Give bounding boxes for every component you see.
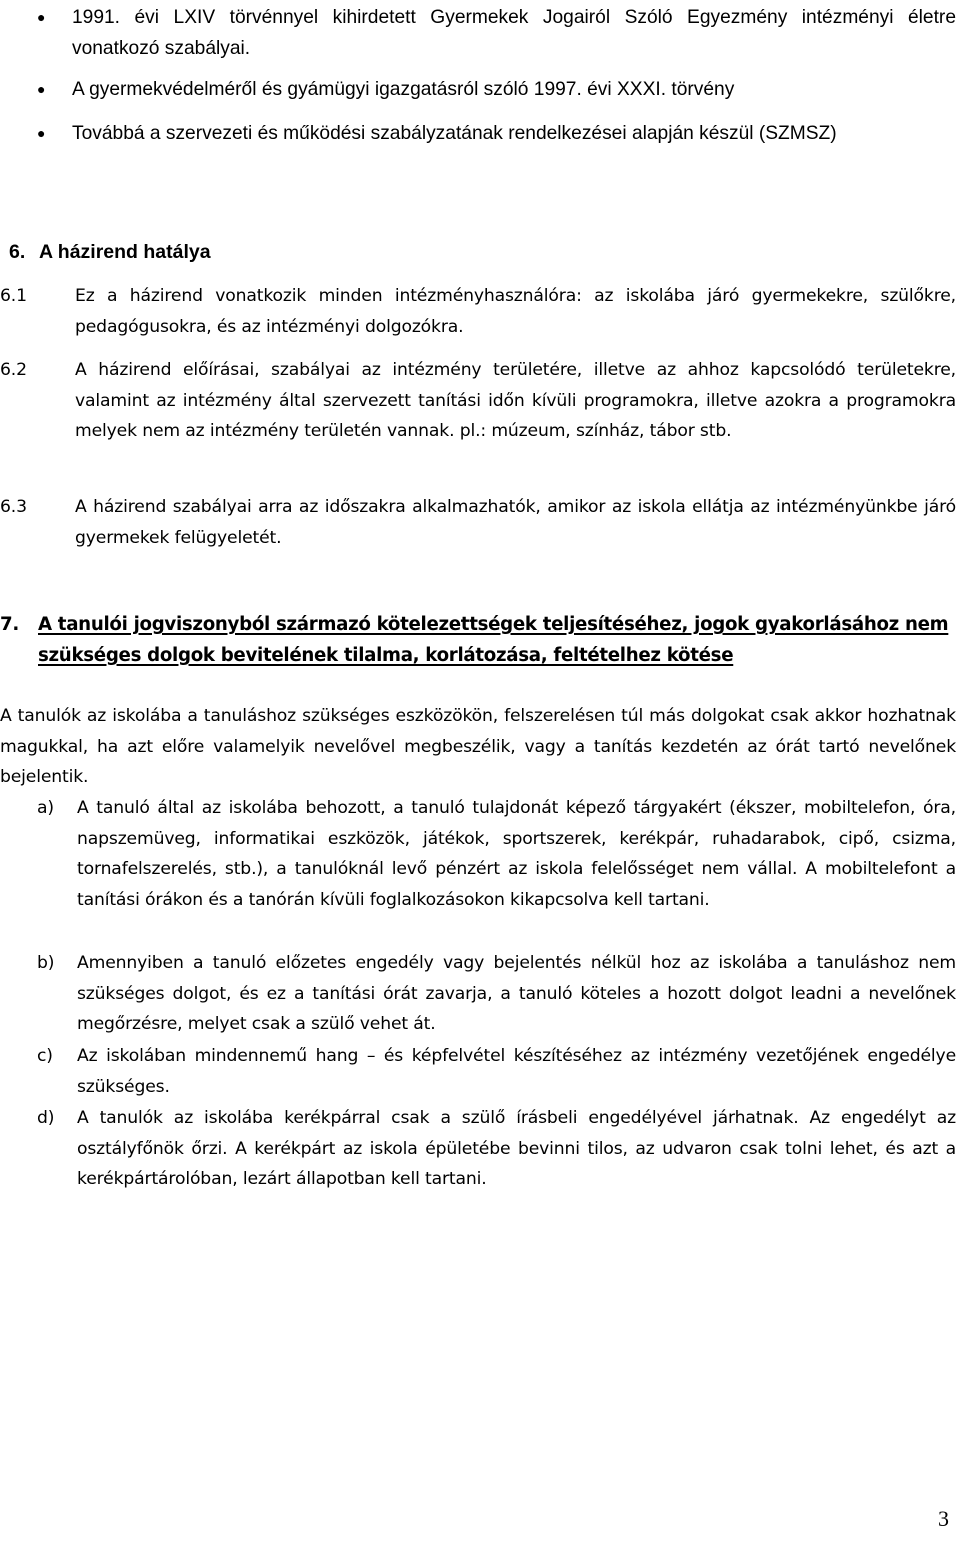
item-label: b) [37, 953, 55, 973]
item-text: Amennyiben a tanuló előzetes engedély vagy bejelentés nélkül hoz az iskolába a tanuláshoz nem szükséges dolgot, és ez a tanítási órát zavarja, a tanuló köteles a hozott dolgot leadni a nevelőnek megőrzésre, melyet csak a szülő vehet át. [77, 953, 956, 1034]
subsection-text: A házirend szabályai arra az időszakra alkalmazhatók, amikor az iskola ellátja az intézményünkbe járó gyermekek felügyeletét. [75, 497, 956, 548]
list-item: Továbbá a szervezeti és működési szabályzatának rendelkezései alapján készül (SZMSZ) [72, 123, 837, 144]
item-text: A tanuló által az iskolába behozott, a tanuló tulajdonát képező tárgyakért (ékszer, mobiltelefon, óra, napszemüveg, informatikai eszközök, játékok, sportszerek, kerékpár, ruhadarabok, cipő, csizma, tornafelszerelés, stb.), a tanulóknál levő pénzért az iskola felelősséget nem vállal. A mobiltelefont a tanítási órákon és a tanórán kívüli foglalkozásokon kikapcsolva kell tartani. [77, 798, 956, 910]
item-text: Az iskolában mindennemű hang – és képfelvétel készítéséhez az intézmény vezetőjének engedélye szükséges. [77, 1046, 956, 1097]
list-item: 1991. évi LXIV törvénnyel kihirdetett Gyermekek Jogairól Szóló Egyezmény intézményi életre vonatkozó szabályai. [72, 7, 956, 59]
page-number: 3 [938, 1506, 949, 1531]
bullet-icon: ● [37, 9, 46, 25]
section-6-heading [9, 237, 211, 267]
subsection-number: 6.2 [0, 360, 27, 380]
subsection-text: A házirend előírásai, szabályai az intézmény területére, illetve az ahhoz kapcsolódó területekre, valamint az intézmény által szervezett tanítási időn kívüli programokra, illetve azokra a programokra melyek nem az intézmény területén vannak. pl.: múzeum, színház, tábor stb. [75, 360, 956, 441]
bullet-icon: ● [37, 81, 46, 97]
section-7-intro: A tanulók az iskolába a tanuláshoz szükséges eszközökön, felszerelésen túl más dolgokat csak akkor hozhatnak magukkal, ha azt előre valamelyik nevelővel megbeszélik, vagy a tanítás kezdetén az órát tartó nevelőnek bejelentik. [0, 706, 956, 787]
item-label: a) [37, 798, 54, 818]
subsection-text: Ez a házirend vonatkozik minden intézményhasználóra: az iskolába járó gyermekekre, szülőkre, pedagógusokra, és az intézményi dolgozókra. [75, 286, 956, 337]
section-number: 7. [0, 614, 19, 635]
item-label: d) [37, 1108, 55, 1128]
section-title: A tanulói jogviszonyból származó kötelezettségek teljesítéséhez, jogok gyakorlásához nem szükséges dolgok bevitelének tilalma, korlátozása, feltételhez kötése [38, 614, 949, 666]
subsection-number: 6.1 [0, 286, 27, 306]
subsection-number: 6.3 [0, 497, 27, 517]
list-item: A gyermekvédelméről és gyámügyi igazgatásról szóló 1997. évi XXXI. törvény [72, 79, 735, 100]
section-number: 6. [9, 241, 26, 263]
bullet-icon: ● [37, 125, 46, 141]
item-text: A tanulók az iskolába kerékpárral csak a szülő írásbeli engedélyével járhatnak. Az engedélyt az osztályfőnök őrzi. A kerékpárt az iskola épületébe bevinni tilos, az udvaron csak tolni lehet, és azt a kerékpártárolóban, lezárt állapotban kell tartani. [77, 1108, 956, 1189]
item-label: c) [37, 1046, 53, 1066]
section-title: A házirend hatálya [39, 241, 211, 263]
